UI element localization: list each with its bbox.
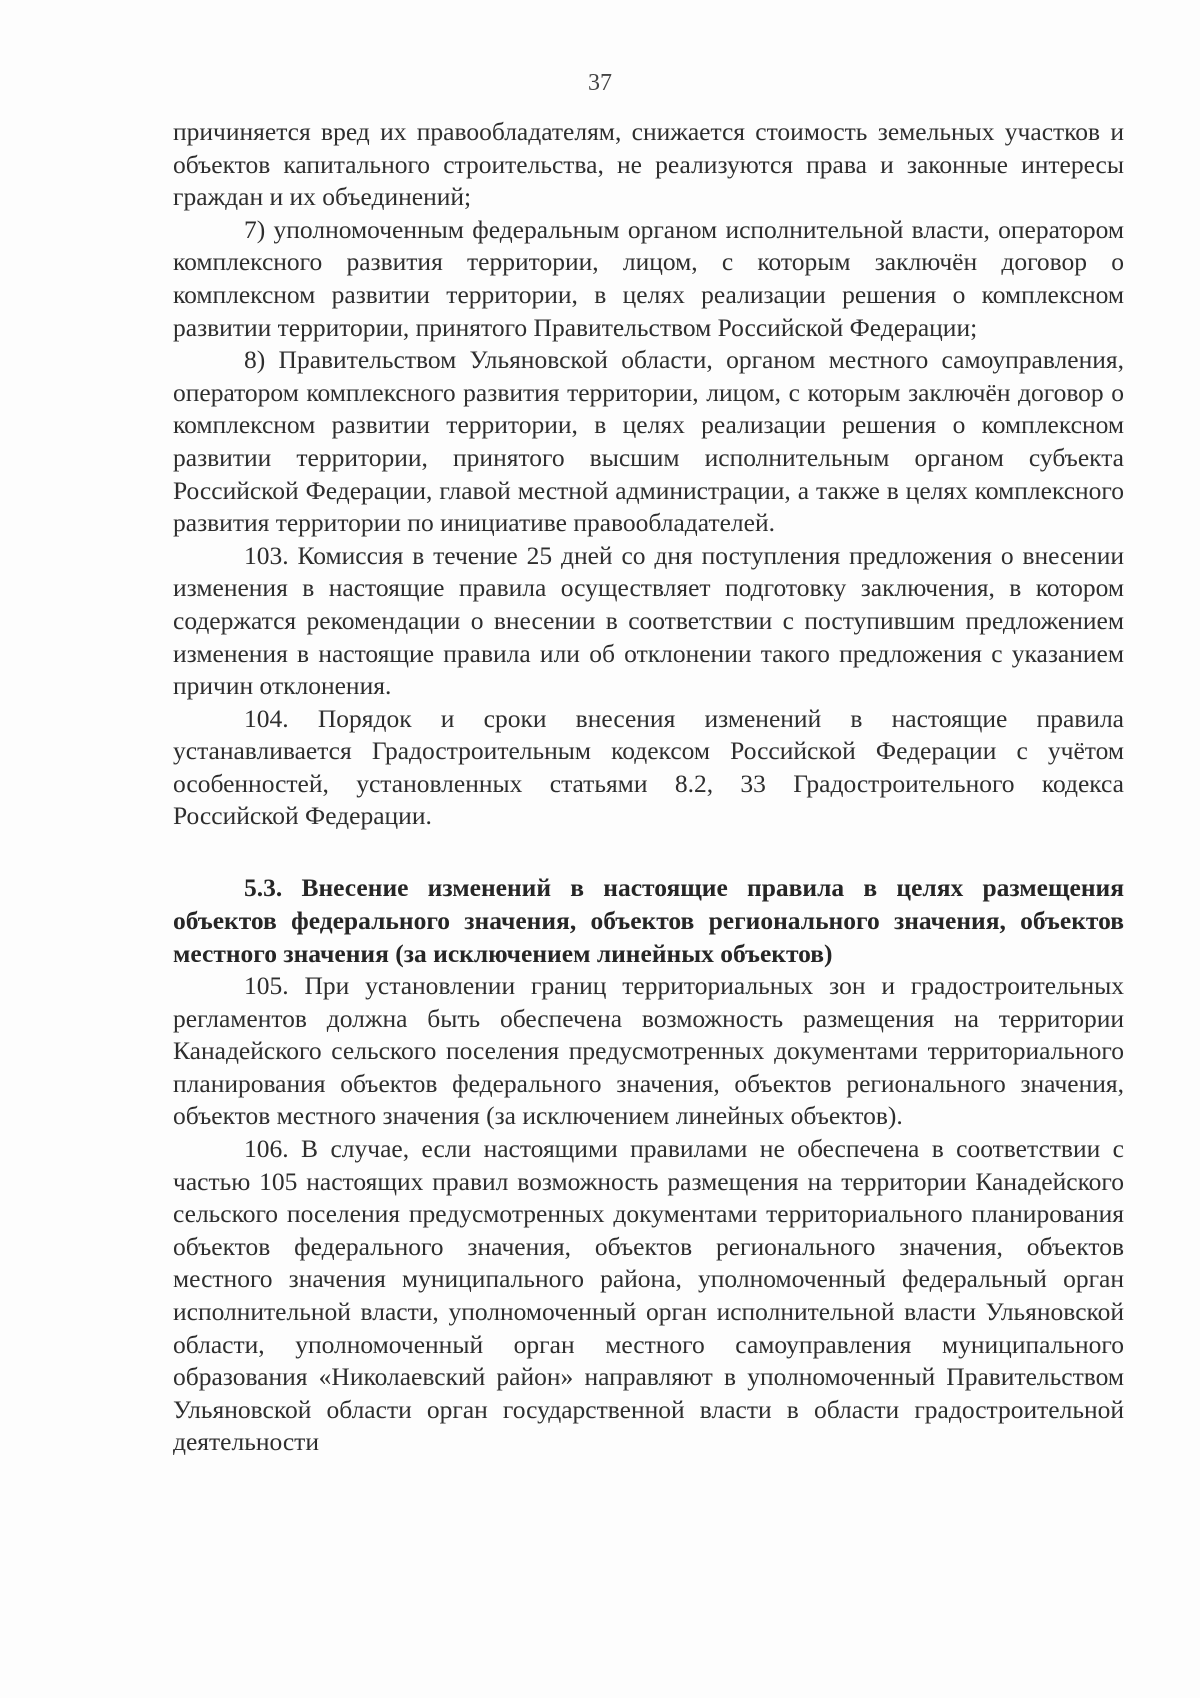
paragraph-103: 103. Комиссия в течение 25 дней со дня поступления предложения о внесении изменения в настоящие правила осуществляет подготовку заключения, в котором содержатся рекомендации о внесении в соответствии с поступившим предложением изменения в настоящие правила или об отклонении такого предложения с указанием причин отклонения.: [173, 540, 1124, 701]
paragraph-106: 106. В случае, если настоящими правилами не обеспечена в соответствии с частью 105 настоящих правил возможность размещения на территории Канадейского сельского поселения предусмотренных документами территориального планирования объектов федерального значения, объектов регионального значения, объектов местного значения муниципального района, уполномоченный федеральный орган исполнительной власти, уполномоченный орган исполнительной власти Ульяновской области, уполномоченный орган местного самоуправления муниципального образования «Николаевский район» направляют в уполномоченный Правительством Ульяновской области орган государственной власти в области градостроительной деятельности: [173, 1134, 1124, 1457]
document-body: [173, 116, 1124, 1459]
page-number: 37: [588, 70, 612, 96]
paragraph-item-7: 7) уполномоченным федеральным органом исполнительной власти, оператором комплексного развития территории, лицом, с которым заключён договор о комплексном развитии территории, в целях реализации решения о комплексном развитии территории, принятого Правительством Российской Федерации;: [173, 214, 1124, 342]
paragraph-continuation: причиняется вред их правообладателям, снижается стоимость земельных участков и объектов капитального строительства, не реализуются права и законные интересы граждан и их объединений;: [173, 117, 1124, 212]
paragraph-item-8: 8) Правительством Ульяновской области, органом местного самоуправления, оператором комплексного развития территории, лицом, с которым заключён договор о комплексном развитии территории, в целях реализации решения о комплексном развитии территории, принятого высшим исполнительным органом субъекта Российской Федерации, главой местной администрации, а также в целях комплексного развития территории по инициативе правообладателей.: [173, 345, 1124, 538]
paragraph-105: 105. При установлении границ территориальных зон и градостроительных регламентов должна быть обеспечена возможность размещения на территории Канадейского сельского поселения предусмотренных документами территориального планирования объектов федерального значения, объектов регионального значения, объектов местного значения (за исключением линейных объектов).: [173, 971, 1124, 1131]
paragraph-104: 104. Порядок и сроки внесения изменений в настоящие правила устанавливается Градостроительным кодексом Российской Федерации с учётом особенностей, установленных статьями 8.2, 33 Градостроительного кодекса Российской Федерации.: [173, 703, 1124, 831]
section-heading: 5.3. Внесение изменений в настоящие правила в целях размещения объектов федерального значения, объектов регионального значения, объектов местного значения (за исключением линейных объектов): [173, 873, 1124, 969]
